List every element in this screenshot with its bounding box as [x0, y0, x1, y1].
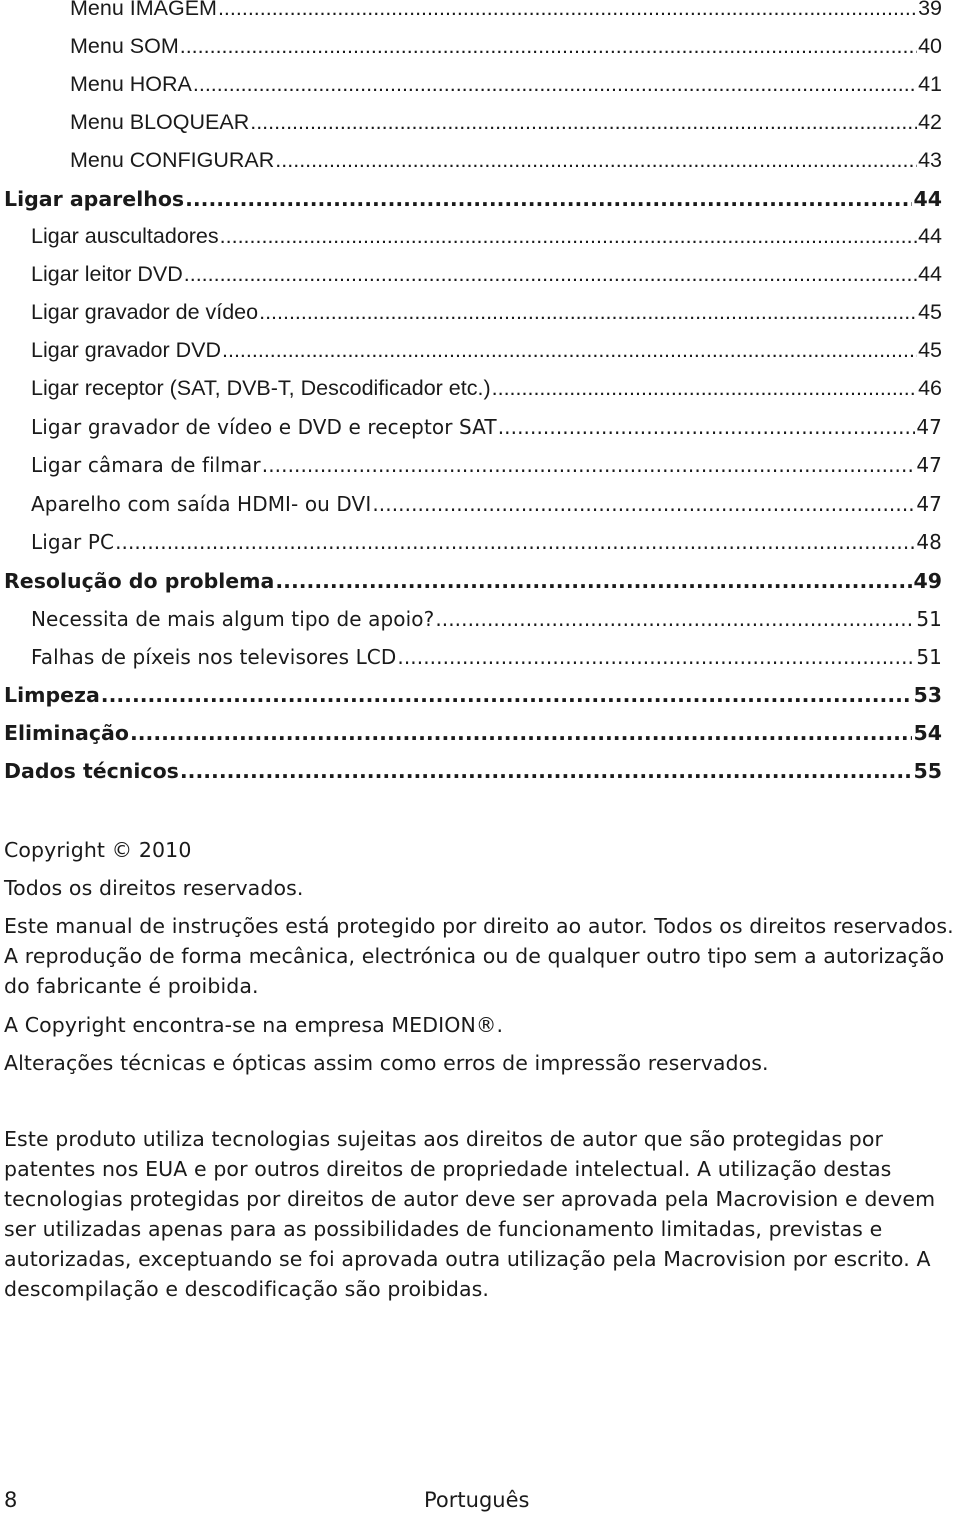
toc-entry-label: Resolução do problema: [4, 569, 275, 593]
toc-leader: [498, 415, 916, 439]
toc-entry: [31, 376, 942, 406]
toc-leader: [259, 300, 917, 325]
toc-entry: [31, 645, 942, 675]
toc-entry-label: Ligar receptor (SAT, DVB-T, Descodificador etc.): [31, 376, 491, 400]
toc-leader: [250, 110, 917, 135]
toc-leader: [262, 453, 916, 477]
toc-leader: [372, 492, 915, 516]
toc-entry: [70, 34, 942, 64]
toc-entry-page: 42: [918, 110, 942, 134]
footer-language: Português: [424, 1488, 530, 1512]
toc-leader: [180, 34, 917, 59]
macrovision-notice: Este produto utiliza tecnologias sujeitas aos direitos de autor que são protegidas por patentes nos EUA e por outros direitos de propriedade intelectual. A utilização destas tecnologias protegidas por direitos de autor deve ser aprovada pela Macrovision e devem ser utilizadas apenas para as possibilidades de funcionamento limitadas, previstas e autorizadas, exceptuando se foi aprovada outra utilização pela Macrovision por escrito. A descompilação e descodificação são proibidas.: [4, 1127, 936, 1301]
toc-leader: [185, 187, 912, 211]
copyright-owner: A Copyright encontra-se na empresa MEDION®.: [4, 1013, 504, 1037]
toc-entry: [31, 262, 942, 292]
toc-entry-label: Ligar auscultadores: [31, 224, 219, 248]
toc-entry: [70, 110, 942, 140]
toc-entry-label: Necessita de mais algum tipo de apoio?: [31, 607, 435, 631]
toc-entry: [70, 0, 942, 26]
toc-entry-label: Menu HORA: [70, 72, 192, 96]
toc-entry-page: 47: [916, 415, 942, 439]
toc-entry-chapter: [4, 569, 942, 599]
toc-entry-page: 44: [913, 187, 942, 211]
toc-entry: [31, 300, 942, 330]
toc-entry-page: 47: [916, 453, 942, 477]
toc-entry: [31, 607, 942, 637]
toc-leader: [435, 607, 915, 631]
toc-leader: [180, 759, 913, 783]
toc-entry-label: Ligar gravador DVD: [31, 338, 222, 362]
toc-entry-page: 51: [916, 645, 942, 669]
toc-entry-page: 47: [916, 492, 942, 516]
toc-entry-page: 54: [913, 721, 942, 745]
toc-entry-page: 40: [918, 34, 942, 58]
toc-entry-label: Ligar aparelhos: [4, 187, 185, 211]
toc-entry: [31, 415, 942, 445]
toc-leader: [115, 530, 915, 554]
toc-entry: [31, 530, 942, 560]
toc-leader: [193, 72, 917, 97]
toc-entry-page: 46: [918, 376, 942, 400]
toc-entry-label: Ligar câmara de filmar: [31, 453, 261, 477]
toc-leader: [275, 148, 917, 173]
toc-entry-page: 39: [918, 0, 942, 20]
toc-entry-page: 45: [918, 338, 942, 362]
toc-entry-label: Aparelho com saída HDMI- ou DVI: [31, 492, 372, 516]
toc-entry: [31, 453, 942, 483]
toc-entry-label: Eliminação: [4, 721, 129, 745]
toc-leader: [275, 569, 912, 593]
toc-entry: [31, 224, 942, 254]
toc-leader: [220, 224, 917, 249]
toc-entry-page: 48: [916, 530, 942, 554]
toc-entry-chapter: [4, 683, 942, 713]
toc-leader: [184, 262, 917, 287]
toc-leader: [397, 645, 915, 669]
toc-leader: [101, 683, 913, 707]
toc-entry: [70, 148, 942, 178]
copyright-notice: Este manual de instruções está protegido por direito ao autor. Todos os direitos reservados. A reprodução de forma mecânica, electrónica ou de qualquer outro tipo sem a autorização do fabricante é proibida.: [4, 914, 954, 998]
toc-entry-page: 45: [918, 300, 942, 324]
page-number: 8: [4, 1488, 18, 1512]
toc-leader: [130, 721, 913, 745]
toc-entry-label: Ligar gravador de vídeo e DVD e receptor SAT: [31, 415, 497, 439]
toc-entry-chapter: [4, 187, 942, 217]
toc-entry-page: 44: [918, 262, 942, 286]
toc-entry-page: 55: [913, 759, 942, 783]
copyright-disclaimer: Alterações técnicas e ópticas assim como erros de impressão reservados.: [4, 1051, 769, 1075]
toc-leader: [492, 376, 917, 401]
toc-entry-label: Falhas de píxeis nos televisores LCD: [31, 645, 397, 669]
toc-entry-label: Ligar leitor DVD: [31, 262, 183, 286]
toc-leader: [222, 338, 917, 363]
toc-entry-label: Menu BLOQUEAR: [70, 110, 250, 134]
toc-entry-page: 51: [916, 607, 942, 631]
toc-entry-label: Dados técnicos: [4, 759, 179, 783]
toc-entry-page: 49: [913, 569, 942, 593]
toc-entry-label: Menu IMAGEM: [70, 0, 217, 20]
toc-leader: [218, 0, 917, 21]
toc-entry-label: Ligar gravador de vídeo: [31, 300, 259, 324]
toc-entry-label: Limpeza: [4, 683, 100, 707]
toc-entry-label: Menu CONFIGURAR: [70, 148, 275, 172]
copyright-rights: Todos os direitos reservados.: [4, 876, 304, 900]
toc-entry-page: 43: [918, 148, 942, 172]
toc-entry-page: 41: [918, 72, 942, 96]
toc-entry-page: 53: [913, 683, 942, 707]
copyright-year: Copyright © 2010: [4, 838, 192, 862]
toc-entry-chapter: [4, 721, 942, 751]
toc-entry-label: Ligar PC: [31, 530, 115, 554]
toc-entry-page: 44: [918, 224, 942, 248]
toc-entry: [70, 72, 942, 102]
toc-entry-chapter: [4, 759, 942, 789]
toc-entry: [31, 338, 942, 368]
toc-entry: [31, 492, 942, 522]
toc-entry-label: Menu SOM: [70, 34, 179, 58]
